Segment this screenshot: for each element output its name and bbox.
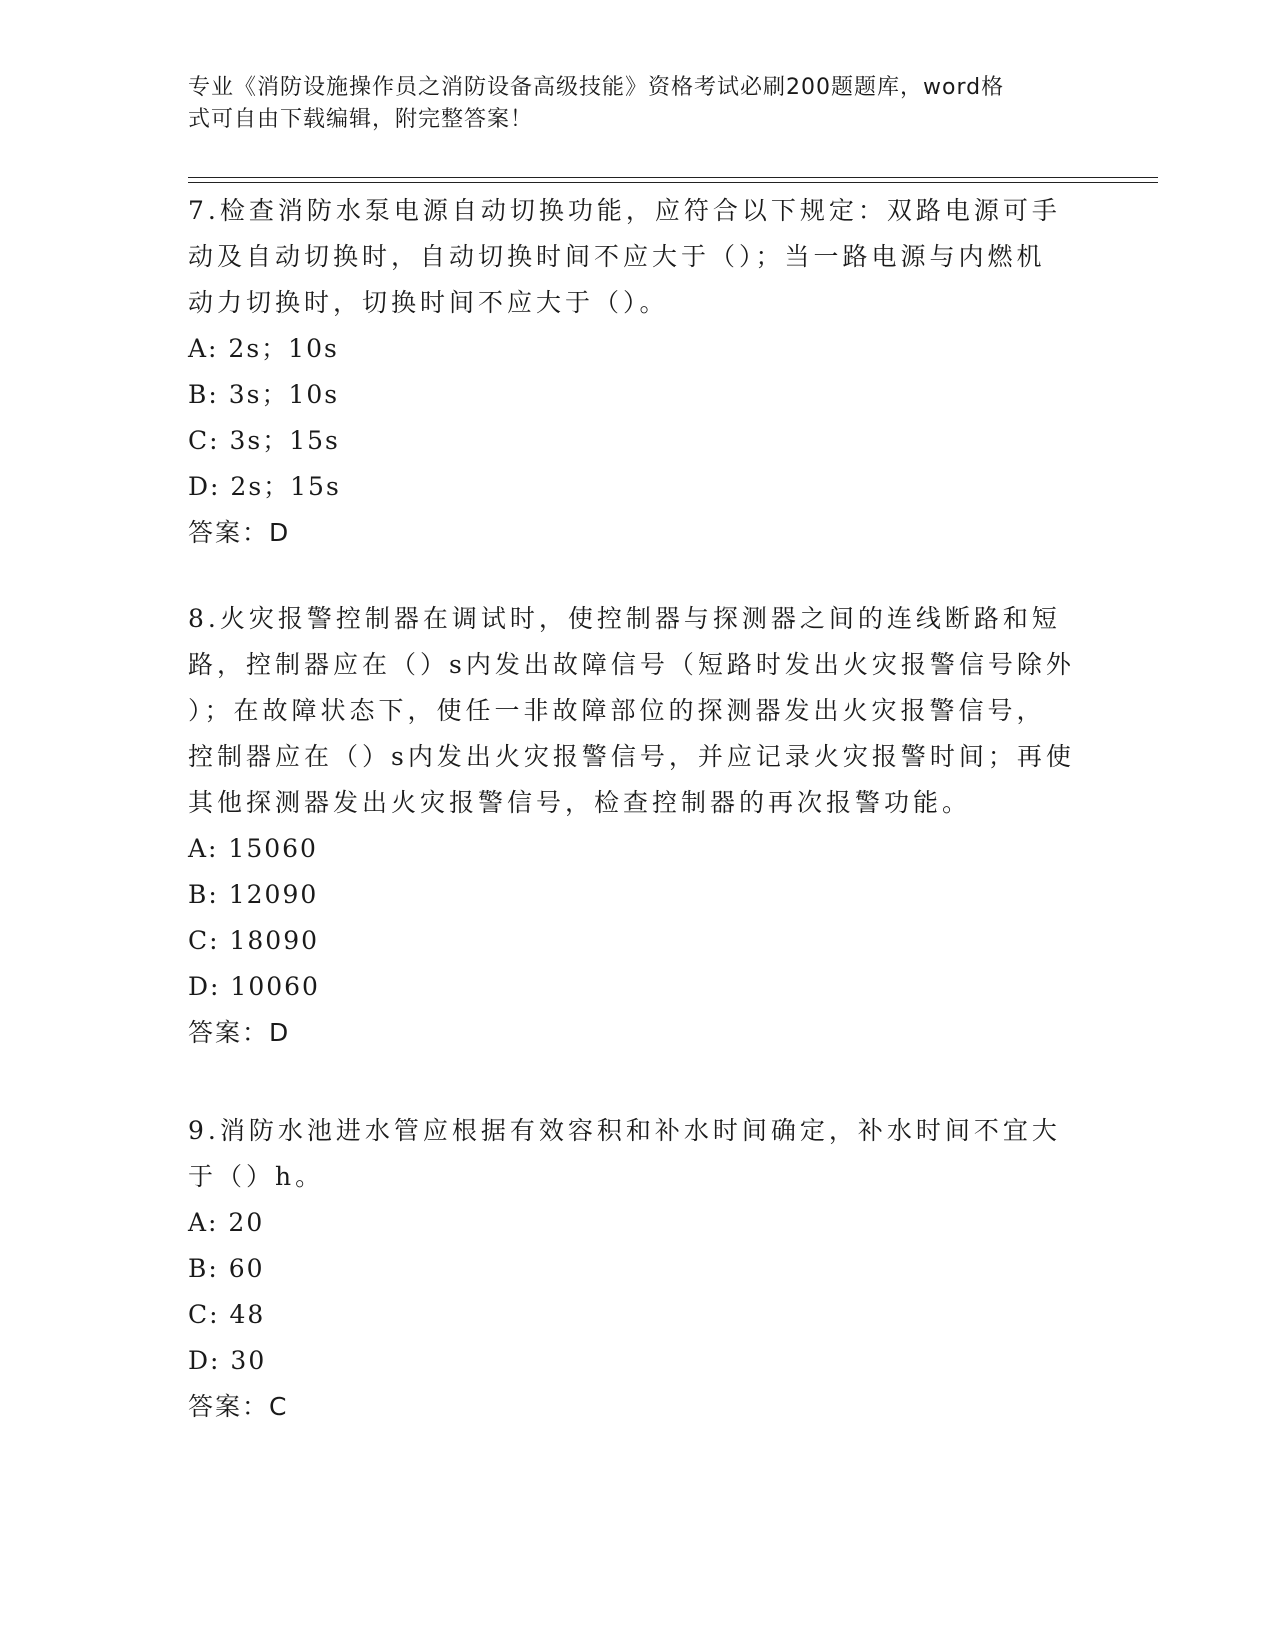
document-header: 专业《消防设施操作员之消防设备高级技能》资格考试必刷200题题库，word格 式可自由下载编辑，附完整答案！ xyxy=(188,75,1005,132)
question-9 xyxy=(188,1108,1088,1430)
question-stem: 9.消防水池进水管应根据有效容积和补水时间确定，补水时间不宜大 于（）h。 xyxy=(188,1116,1061,1191)
option-a: A: 2s；10s xyxy=(188,334,339,363)
option-d: D: 10060 xyxy=(188,972,320,1001)
question-stem: 7.检查消防水泵电源自动切换功能，应符合以下规定：双路电源可手 动及自动切换时，自动切换时间不应大于（）；当一路电源与内燃机 动力切换时，切换时间不应大于（）。 xyxy=(188,196,1061,317)
question-8 xyxy=(188,596,1088,1056)
header-divider-bottom xyxy=(188,182,1158,183)
answer-label: 答案：D xyxy=(188,1018,291,1047)
option-c: C: 48 xyxy=(188,1300,266,1329)
question-stem: 8.火灾报警控制器在调试时，使控制器与探测器之间的连线断路和短 路，控制器应在（）s内发出故障信号（短路时发出火灾报警信号除外 ）；在故障状态下，使任一非故障部位的探测器发出火灾报警信号， 控制器应在（）s内发出火灾报警信号，并应记录火灾报警时间；再使 其他探测器发出火灾报警信号，检查控制器的再次报警功能。 xyxy=(188,604,1075,817)
option-d: D: 2s；15s xyxy=(188,472,341,501)
option-b: B: 3s；10s xyxy=(188,380,340,409)
question-7 xyxy=(188,188,1088,556)
answer-label: 答案：D xyxy=(188,518,291,547)
option-d: D: 30 xyxy=(188,1346,267,1375)
option-a: A: 15060 xyxy=(188,834,318,863)
option-b: B: 12090 xyxy=(188,880,319,909)
option-c: C: 18090 xyxy=(188,926,320,955)
header-divider-top xyxy=(188,177,1158,178)
answer-label: 答案：C xyxy=(188,1392,289,1421)
option-a: A: 20 xyxy=(188,1208,265,1237)
option-b: B: 60 xyxy=(188,1254,265,1283)
option-c: C: 3s；15s xyxy=(188,426,340,455)
